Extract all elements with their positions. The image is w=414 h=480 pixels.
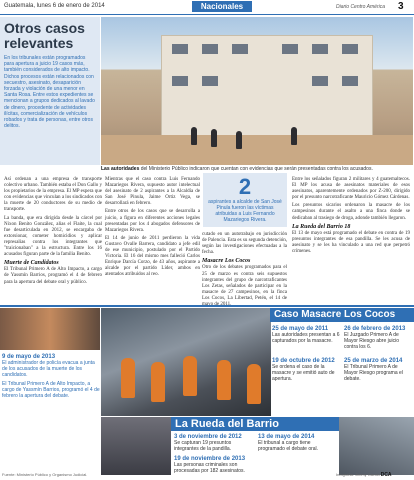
window [172, 76, 188, 86]
item-date: 13 de mayo de 2014 [258, 434, 315, 440]
sidebar-body: En los tribunales están programados para apertura a juicio 19 casos más, también considerados de alto impacto. Dichos procesos están relacionados con secuestro, asesinato, desaparición forzada y violación de una menor en Santa Rosa. Entre estos expedientes se mencionan a grupos dedicados al lavado de dinero, procedente de actividades ilícitas, comercialización de vehículos robados y trata de personas, entre otros delitos. [4, 55, 95, 130]
detainee-figure [183, 356, 197, 396]
caption-rest: del Ministerio Público indicaron que cuentan con evidencias que serán presentadas contra los acusados. [139, 166, 373, 172]
item-date: 9 de mayo de 2013 [2, 354, 56, 360]
rueda-item [174, 434, 254, 452]
window [282, 44, 298, 54]
section-rule [0, 305, 414, 307]
item-text: El Tribunal Primero A de Mayor Riesgo programa el debate. [344, 364, 403, 382]
rueda-item [174, 456, 254, 474]
cocos-title: Caso Masacre Los Cocos [270, 308, 414, 322]
item-text: El Juzgado Primero A de Mayor Riesgo abre juicio contra los 6. [344, 332, 400, 350]
paragraph: Otro de los debates programados para el 25 de marzo es contra seis supuestos integrantes del grupo de narcotraficantes Los Zetas, señalados de participar en la masacre de 27 campesinos, en la finca Los Cocos, La Libertad, Petén, el 14 de [202, 265, 287, 301]
detainee-figure [151, 362, 165, 402]
window [202, 76, 218, 86]
section-label: Nacionales [192, 1, 252, 12]
item-text: El Tribunal Primero A de Alto Impacto, a cargo de Yassmín Barrios, programó el 4 de febrero la apertura del debate. [2, 381, 100, 399]
page-number: 3 [398, 1, 404, 12]
paragraph: Los presuntos sicarios ordenaron la masacre de los campesinos durante el asalto a una finca donde se dedicaban al trasiego de droga, adonde también llegaron. [292, 203, 410, 221]
subhead: La Rueda del Barrio 18 [292, 223, 351, 230]
item-date: 26 de febrero de 2013 [344, 326, 406, 332]
window [342, 44, 358, 54]
window [342, 76, 358, 86]
pull-quote [203, 173, 287, 227]
paragraph: El Tribunal Primero A de Alto Impacto, a cargo de Yassmín Barrios, programó el 4 de febrero para la apertura del debate oral y público. [4, 267, 102, 285]
person-figure [191, 127, 197, 145]
credit-note [336, 472, 392, 478]
caption-lead: Las autoridades [101, 166, 140, 172]
item-date: 25 de mayo de 2011 [272, 326, 329, 332]
page-header [0, 0, 414, 15]
paragraph: El 13 de mayo está programado el debate en contra de 19 presuntos integrantes de esa pandilla. Se les acusa de asesinato y se les ha vinculado a una red que perpetró crímenes. [292, 230, 410, 255]
detainee-figure [217, 360, 231, 400]
paragraph: Mientras que el caso contra Luis Fernando Mazariegos Rivera, supuesto autor intelectual del asesinato de 2 aspirantes a la Alcaldía de San José Pinula, Jaime Ortiz Vega, se desarrollará en febrero. [105, 177, 200, 207]
article-col-3 [292, 177, 410, 257]
window [312, 76, 328, 86]
subhead: Masacre Los Cocos [202, 258, 251, 265]
window [172, 44, 188, 54]
bottom-left-text [2, 352, 100, 399]
sidebar-box [0, 17, 100, 165]
pull-quote-text: aspirantes a alcalde de San José Pinula fueron las víctimas atribuidas a Luis Fernando Mazariegos Rivera. [208, 199, 282, 223]
person-figure [211, 129, 217, 147]
item-date: 19 de noviembre de 2013 [174, 456, 246, 462]
paragraph: cutado en un autotrabajo en jurisdicción de Palencia. Esta es su segunda detención, según las investigaciones efectuadas a la fecha. [202, 232, 287, 256]
sidebar-title: Otros casos relevantes [4, 20, 85, 51]
item-text: Las autoridades presentan a 6 capturados por la masacre. [272, 332, 340, 344]
detainee-figure [121, 358, 135, 398]
detainee-figure [247, 364, 261, 404]
subhead: Muerte de Candidatos [4, 260, 59, 267]
item-text: Se ordena el caso de la masacre y se emitió auto de apertura. [272, 364, 335, 382]
paragraph: Entre los señalados figuran 2 militares y 4 guatemaltecos. El MP los acusa de asesinatos materiales de esos asesinatos, aparentemente ordenados por Z-200, dirigido por el presunto narcotraficante Mauricio Gómez Cárdenas. [292, 177, 410, 201]
credit-label: Infografía: Jimmy Garcia [336, 472, 380, 477]
window [202, 44, 218, 54]
article-col-2 [105, 177, 200, 281]
cocos-item [344, 358, 412, 382]
window [232, 44, 248, 54]
detainees-photo [101, 308, 271, 416]
credit-brand: DCA [380, 472, 392, 478]
item-text: El tribunal a cargo tiene programado el debate oral. [258, 440, 319, 452]
item-date: 25 de marzo de 2014 [344, 358, 403, 364]
cocos-item [272, 326, 340, 344]
source-note: Fuente: Ministerio Público y Organismo Judicial. [2, 472, 88, 477]
rueda-item [258, 434, 338, 452]
window [312, 44, 328, 54]
bottom-left-photo [0, 308, 100, 350]
item-date: 19 de octubre de 2012 [272, 358, 335, 364]
paragraph: El 14 de junio de 2011 perdieron la vida Gustavo Ovalle Barrera, candidato a jefe edil de ese municipio, postulado por el Partido Victoria. El 16 del mismo mes falleció Carlos Enrique Darcía Corzo, de 43 años, aspirante a alcalde por el partido Líder, ambos en atentados atribuidos al reo. [105, 235, 200, 278]
sidewalk [101, 135, 413, 165]
item-text: El administrador de policía evacua a junta de los acusados de la muerte de los candidatos. [2, 360, 95, 378]
rueda-photo-left [101, 417, 171, 475]
rueda-photo-right [339, 417, 414, 475]
building-shape [161, 35, 373, 139]
item-text: Las personas criminales son procesadas por 182 asesinatos. [174, 462, 245, 474]
person-figure [236, 131, 242, 149]
cocos-item [272, 358, 340, 382]
paragraph: La banda, que era dirigida desde la cárcel por Nixon Benito González, alias el Flaite, la cual fue desarticulada en 2012, se encargaba de extorsionar, cometer homicidios y aplicar represalias contra los integrantes que "traicionaban" a la estructura. Entre los 16 acusados figuran parte de la familia Benito. [4, 215, 102, 258]
paragraph: Así ordenan a una empresa de transporte colectivo urbano. También estaba el Don Gallo y los propietarios de la empresa. El MP espera que con evidencias que vinculan a los sindicados con la muerte de 20 conductores de su medio de transporte. [4, 177, 102, 213]
header-date: Guatemala, lunes 6 de enero de 2014 [4, 3, 105, 9]
photo-caption [101, 166, 413, 172]
item-text: Se capturan 19 presuntos integrantes de la pandilla. [174, 440, 232, 452]
article-col-2b [202, 232, 287, 310]
cocos-item [344, 326, 412, 350]
brand-label: Diario Centro América [336, 4, 385, 10]
article-col-1 [4, 177, 102, 288]
rueda-title: La Rueda del Barrio [171, 417, 339, 431]
main-photo [101, 17, 413, 165]
person-figure [291, 127, 297, 145]
item-date: 3 de noviembre de 2012 [174, 434, 242, 440]
pull-quote-number: 2 [238, 174, 252, 199]
paragraph: Entre otros de los casos que se desarrolla a juicio, a figura en diferentes acciones legales presentadas por los 4 abogados defensores de Mazariegos Rivera. [105, 209, 200, 233]
